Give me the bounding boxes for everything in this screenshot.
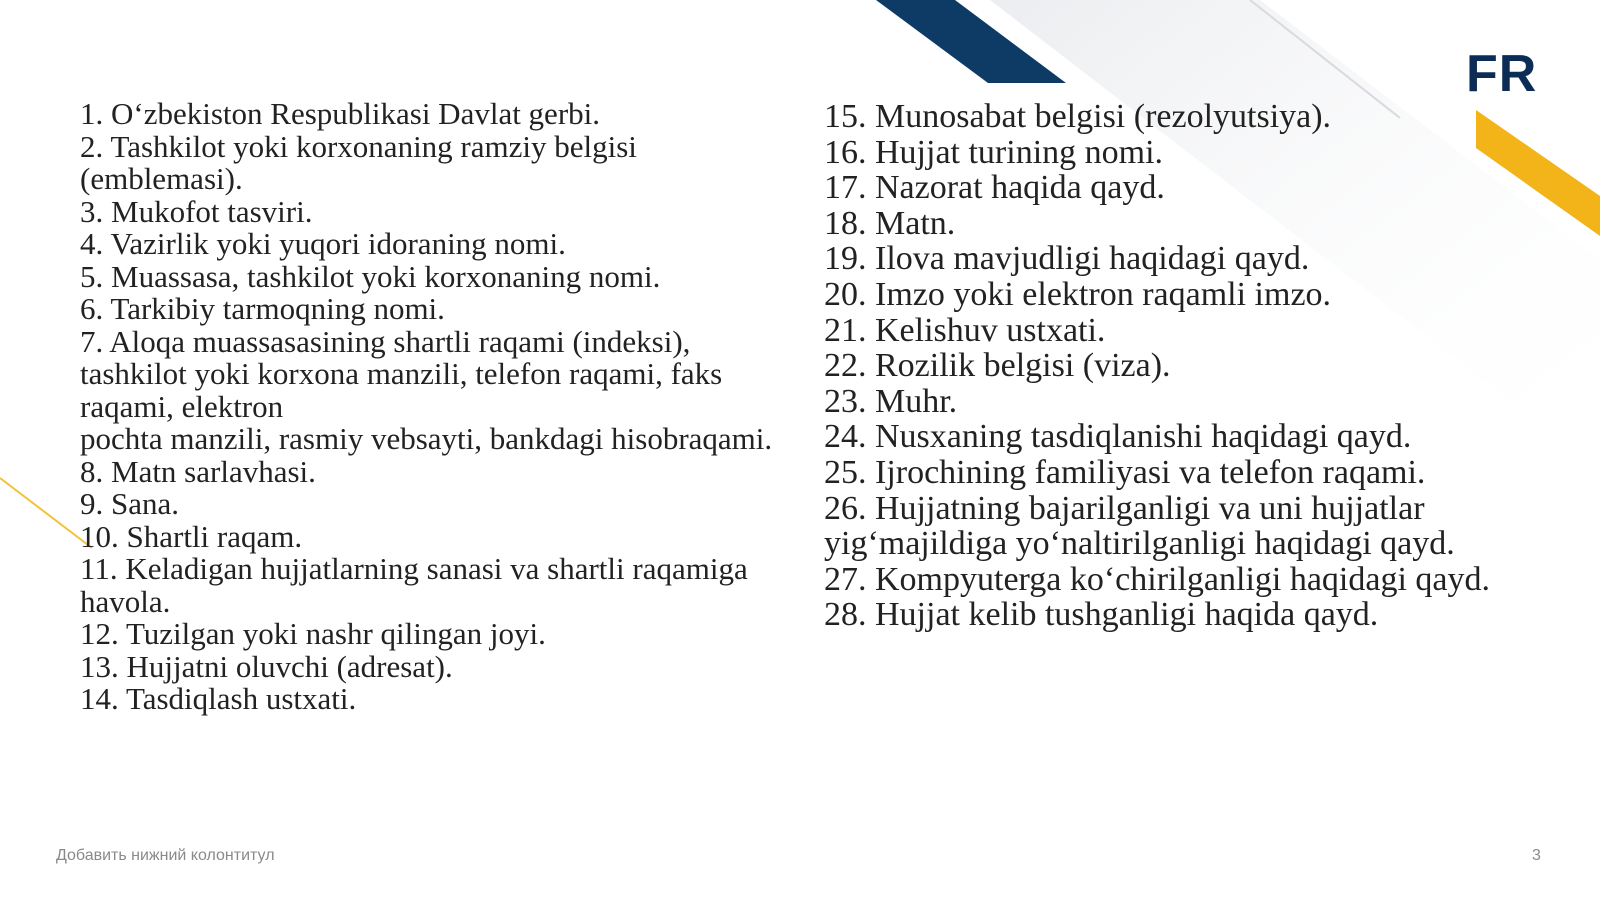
gold-thin-line-decoration xyxy=(0,478,92,548)
list-item: 17. Nazorat haqida qayd. xyxy=(824,169,1165,207)
list-item: 25. Ijrochining familiyasi va telefon raqami. xyxy=(824,453,1426,491)
list-item: 13. Hujjatni oluvchi (adresat). xyxy=(80,648,453,684)
list-item: 15. Munosabat belgisi (rezolyutsiya). xyxy=(824,98,1332,135)
list-item: 2. Tashkilot yoki korxonaning ramziy belgisi (emblemasi). xyxy=(80,128,637,196)
list-item: 27. Kompyuterga ko‘chirilganligi haqidagi qayd. xyxy=(824,560,1491,598)
list-item: 5. Muassasa, tashkilot yoki korxonaning nomi. xyxy=(80,258,661,294)
list-item: 12. Tuzilgan yoki nashr qilingan joyi. xyxy=(80,616,546,651)
right-column-list xyxy=(824,99,1564,633)
list-item: 16. Hujjat turining nomi. xyxy=(824,133,1164,171)
list-item: 23. Muhr. xyxy=(824,382,958,420)
page-number: 3 xyxy=(1532,847,1541,864)
list-item: 18. Matn. xyxy=(824,204,956,242)
list-item: 6. Tarkibiy tarmoqning nomi. xyxy=(80,291,445,326)
list-item: 10. Shartli raqam. xyxy=(80,518,303,554)
list-item: 21. Kelishuv ustxati. xyxy=(824,311,1106,349)
list-item: 19. Ilova mavjudligi haqidagi qayd. xyxy=(824,240,1310,278)
list-item: 11. Keladigan hujjatlarning sanasi va shartli raqamiga havola. xyxy=(80,551,748,619)
list-item: 28. Hujjat kelib tushganligi haqida qayd. xyxy=(824,596,1379,634)
logo: FR xyxy=(1466,45,1538,103)
list-item: 8. Matn sarlavhasi. xyxy=(80,453,316,489)
list-item: 26. Hujjatning bajarilganligi va uni hujjatlar yig‘majildiga yo‘naltirilganligi haqidagi qayd. xyxy=(824,489,1455,563)
left-column-list xyxy=(80,98,780,716)
list-item: 14. Tasdiqlash ustxati. xyxy=(80,681,357,716)
list-item: 4. Vazirlik yoki yuqori idoraning nomi. xyxy=(80,226,566,261)
list-item: 3. Mukofot tasviri. xyxy=(80,193,313,229)
list-item: 24. Nusxaning tasdiqlanishi haqidagi qayd. xyxy=(824,418,1412,456)
list-item: 22. Rozilik belgisi (viza). xyxy=(824,347,1171,385)
list-item: 7. Aloqa muassasasining shartli raqami (indeksi), tashkilot yoki korxona manzili, telefon raqami, faks raqami, elektron xyxy=(80,323,723,424)
list-item: 20. Imzo yoki elektron raqamli imzo. xyxy=(824,275,1332,313)
list-item: 1. O‘zbekiston Respublikasi Davlat gerbi. xyxy=(80,96,601,131)
list-item: pochta manzili, rasmiy vebsayti, bankdagi hisobraqami. xyxy=(80,421,773,456)
list-item: 9. Sana. xyxy=(80,486,180,521)
footer-text[interactable]: Добавить нижний колонтитул xyxy=(56,847,275,864)
